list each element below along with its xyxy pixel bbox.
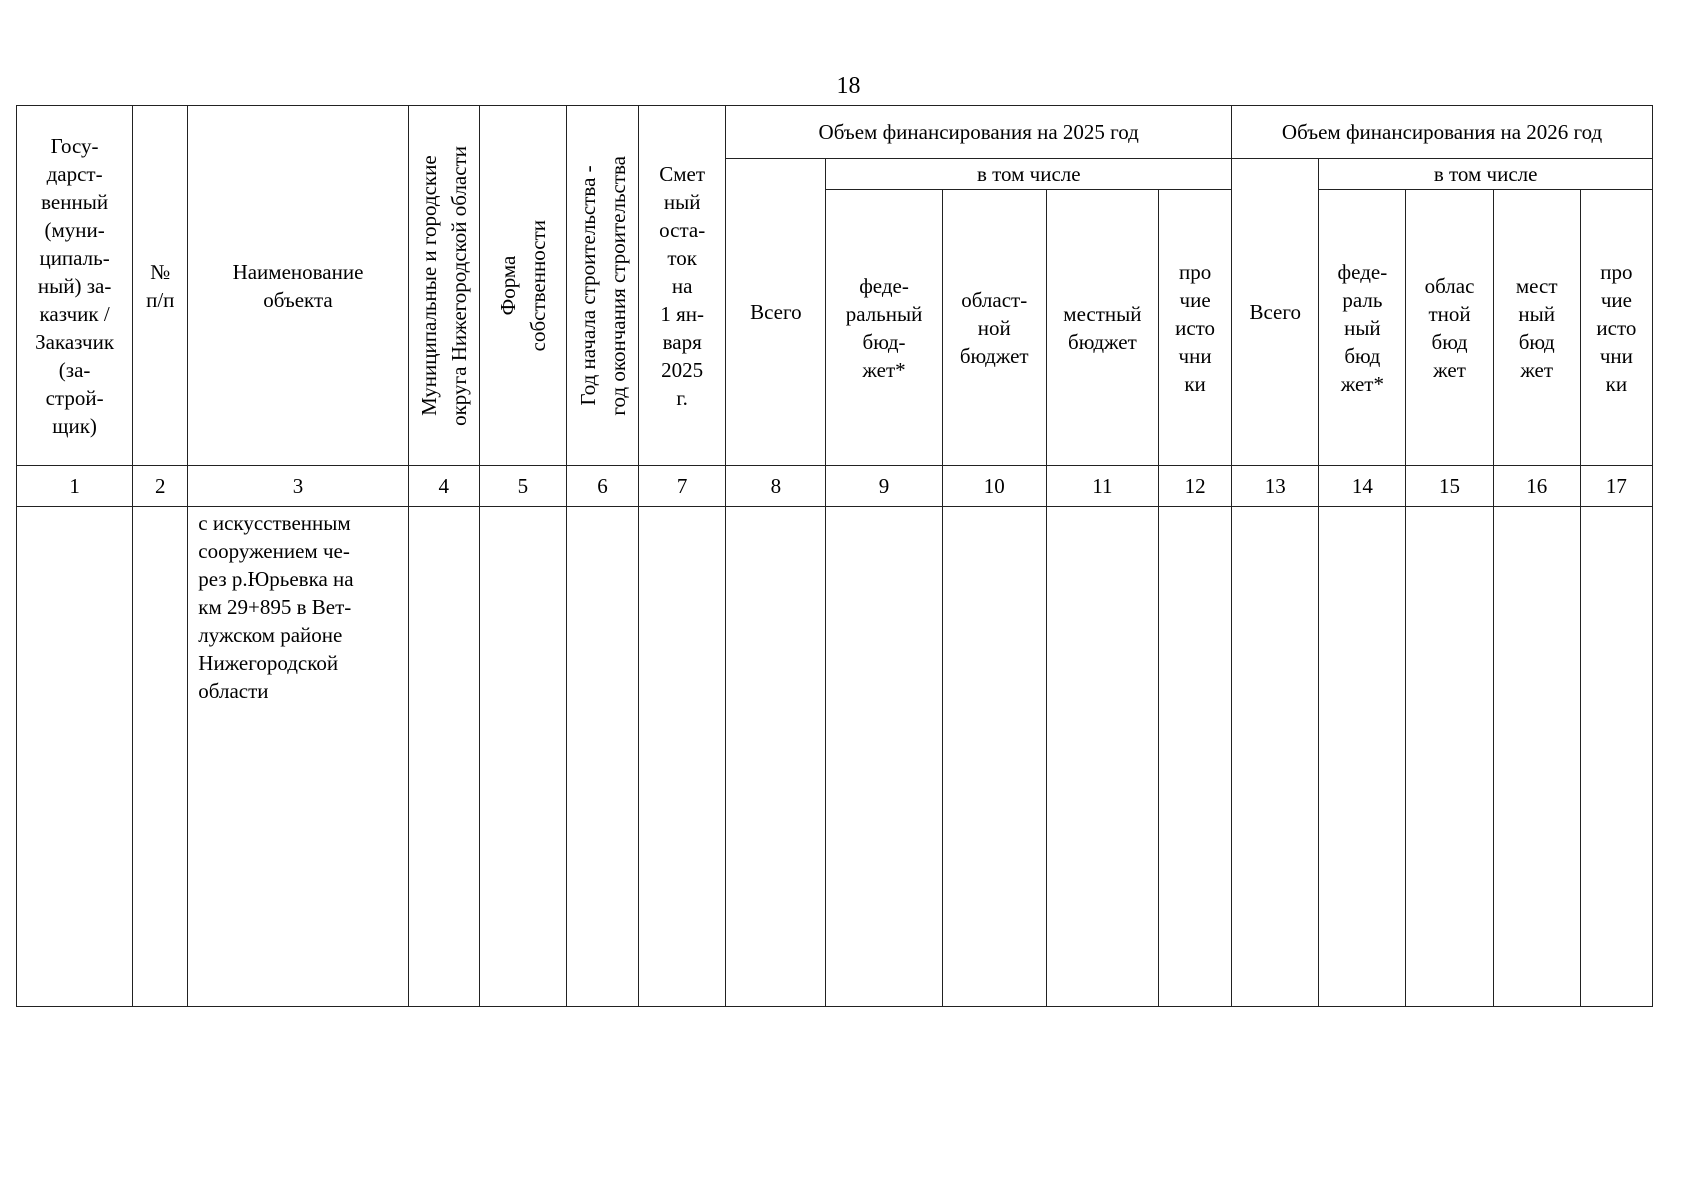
- header-num: № п/п: [133, 106, 188, 466]
- financing-table: [16, 105, 1653, 1007]
- cell-2026-total: [1232, 507, 1319, 1007]
- column-number: 13: [1232, 466, 1319, 507]
- header-2025-local: местный бюджет: [1046, 190, 1158, 466]
- cell-2026-local: [1493, 507, 1580, 1007]
- header-years: Год начала строительства - год окончания строительства: [566, 106, 638, 466]
- cell-years: [566, 507, 638, 1007]
- page-number: 18: [836, 73, 861, 99]
- header-remainder: Смет ный оста- ток на 1 ян- варя 2025 г.: [639, 106, 726, 466]
- header-2025-incl: в том числе: [826, 159, 1232, 190]
- cell-municipal: [408, 507, 479, 1007]
- column-number: 17: [1580, 466, 1652, 507]
- cell-num: [133, 507, 188, 1007]
- column-number: 4: [408, 466, 479, 507]
- cell-customer: [17, 507, 133, 1007]
- column-number: 15: [1406, 466, 1493, 507]
- header-2026-title: Объем финансирования на 2026 год: [1232, 106, 1653, 159]
- header-2026-other: про чие исто чни ки: [1580, 190, 1652, 466]
- column-number: 3: [188, 466, 408, 507]
- header-object-name: Наименование объекта: [188, 106, 408, 466]
- column-number: 7: [639, 466, 726, 507]
- column-number: 14: [1319, 466, 1406, 507]
- column-number: 9: [826, 466, 942, 507]
- cell-2025-regional: [942, 507, 1046, 1007]
- header-municipal: Муниципальные и городские округа Нижегородской области: [408, 106, 479, 466]
- column-number: 1: [17, 466, 133, 507]
- column-number: 16: [1493, 466, 1580, 507]
- cell-2025-other: [1159, 507, 1232, 1007]
- header-ownership: Форма собственности: [479, 106, 566, 466]
- column-number: 12: [1159, 466, 1232, 507]
- cell-object-name: с искусственным сооружением че- рез р.Юрьевка на км 29+895 в Вет- лужском районе Нижегородской области: [188, 507, 408, 1007]
- column-number: 5: [479, 466, 566, 507]
- header-2025-title: Объем финансирования на 2025 год: [726, 106, 1232, 159]
- header-2025-total: Всего: [726, 159, 826, 466]
- header-2025-regional: област- ной бюджет: [942, 190, 1046, 466]
- header-2026-local: мест ный бюд жет: [1493, 190, 1580, 466]
- column-number: 2: [133, 466, 188, 507]
- cell-2025-total: [726, 507, 826, 1007]
- cell-2025-federal: [826, 507, 942, 1007]
- header-customer: Госу- дарст- венный (муни- ципаль- ный) за- казчик / Заказчик (за- строй- щик): [17, 106, 133, 466]
- cell-ownership: [479, 507, 566, 1007]
- header-2026-regional: облас тной бюд жет: [1406, 190, 1493, 466]
- header-2025-other: про чие исто чни ки: [1159, 190, 1232, 466]
- cell-2026-other: [1580, 507, 1652, 1007]
- table-row: [17, 507, 1653, 1007]
- cell-2026-federal: [1319, 507, 1406, 1007]
- header-2026-incl: в том числе: [1319, 159, 1653, 190]
- column-number: 8: [726, 466, 826, 507]
- cell-2026-regional: [1406, 507, 1493, 1007]
- column-number: 11: [1046, 466, 1158, 507]
- cell-remainder: [639, 507, 726, 1007]
- column-number: 10: [942, 466, 1046, 507]
- cell-2025-local: [1046, 507, 1158, 1007]
- header-2026-federal: феде- раль ный бюд жет*: [1319, 190, 1406, 466]
- column-numbers-row: [17, 466, 1653, 507]
- header-2025-federal: феде- ральный бюд- жет*: [826, 190, 942, 466]
- column-number: 6: [566, 466, 638, 507]
- header-2026-total: Всего: [1232, 159, 1319, 466]
